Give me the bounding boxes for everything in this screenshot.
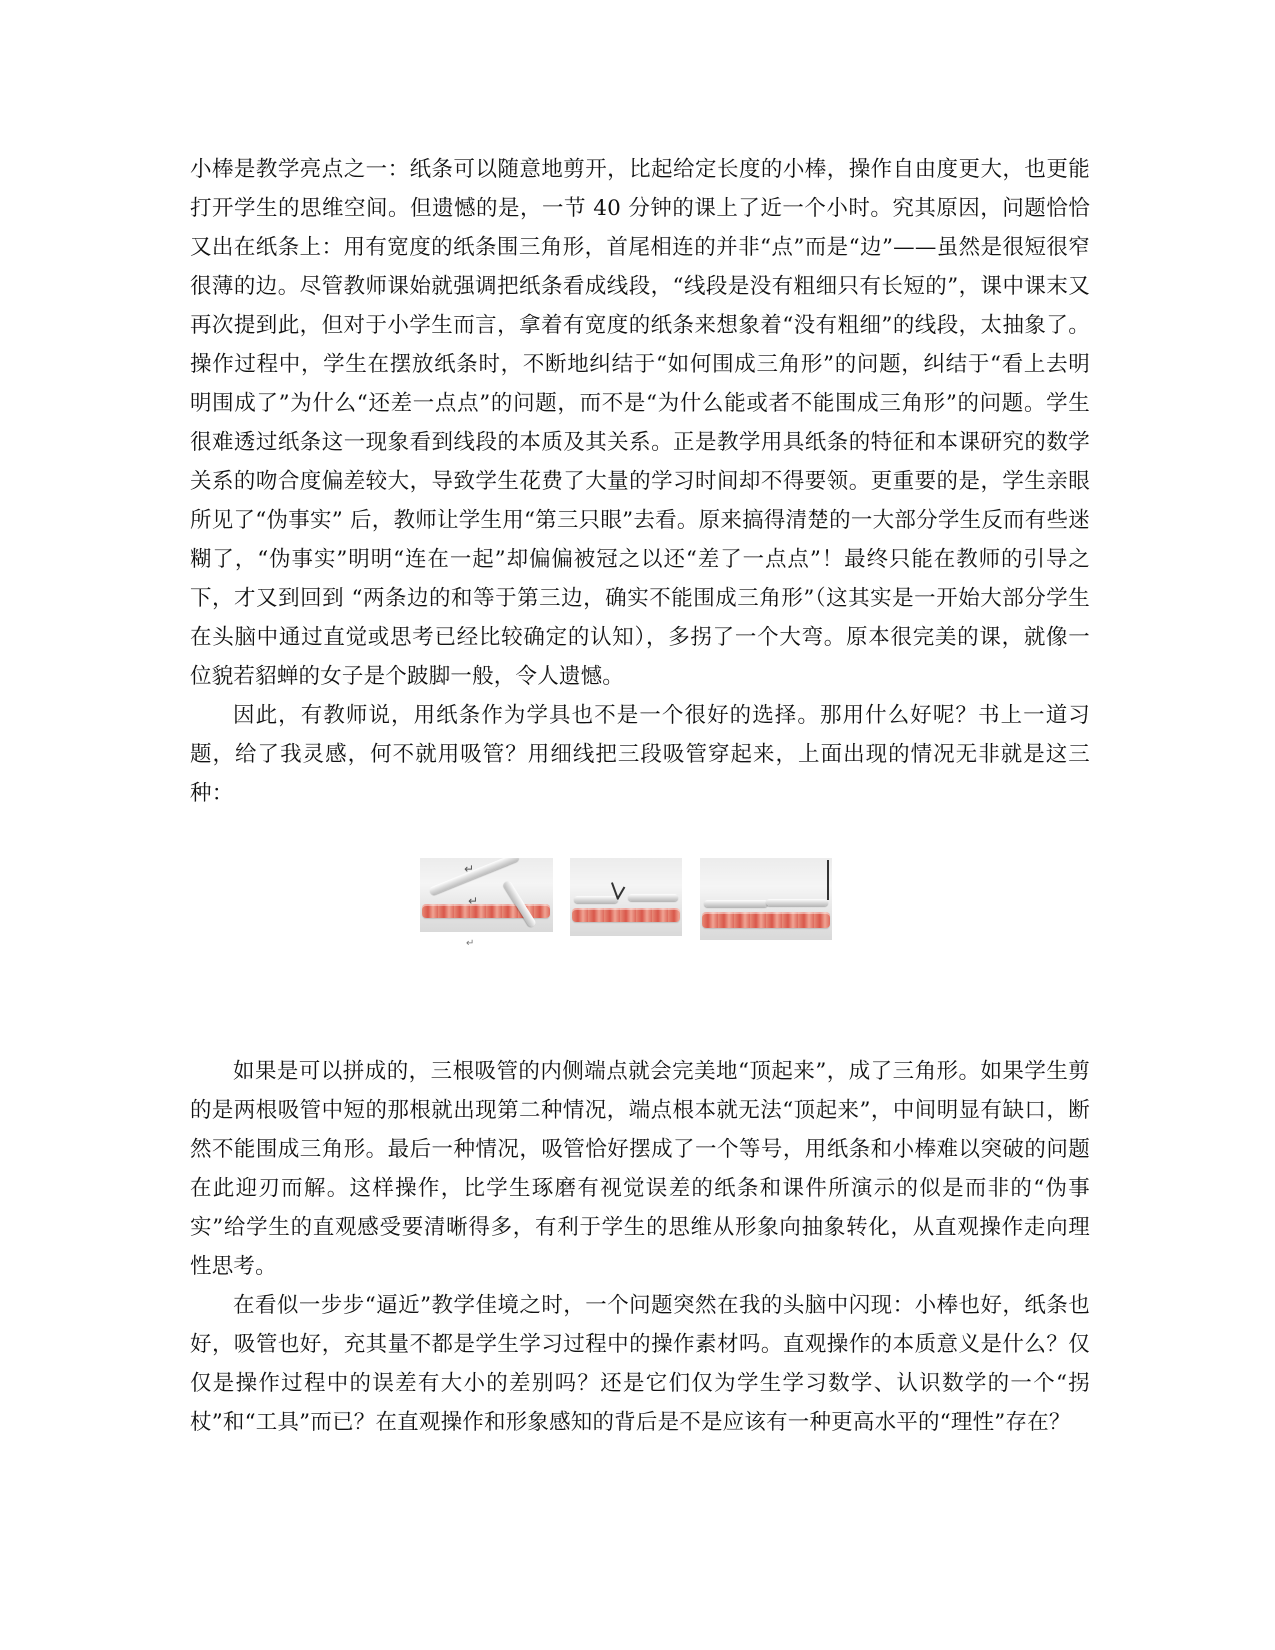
white-straw-right [766, 899, 828, 906]
bottom-text-block [190, 1052, 1090, 1442]
red-straw [572, 908, 680, 922]
white-straw-right [628, 894, 678, 901]
straw-triangle-photo [420, 858, 553, 932]
straw-flat-photo [700, 858, 832, 940]
white-straw-left [574, 896, 618, 903]
thread-end [617, 886, 626, 899]
paragraph-straw-idea: 因此，有教师说，用纸条作为学具也不是一个很好的选择。那用什么好呢？书上一道习题，给了我灵感，何不就用吸管？用细线把三段吸管穿起来，上面出现的情况无非就是这三种： [190, 703, 1090, 806]
white-straw-left [704, 900, 768, 907]
paragraph-reflection: 在看似一步步“逼近”教学佳境之时，一个问题突然在我的头脑中闪现：小棒也好，纸条也好，吸管也好，充其量不都是学生学习过程中的操作素材吗。直观操作的本质意义是什么？仅仅是操作过程中的误差有大小的差别吗？还是它们仅为学生学习数学、认识数学的一个“拐杖”和“工具”而已？在直观操作和形象感知的背后是不是应该有一种更高水平的“理性”存在？ [190, 1293, 1090, 1435]
paragraph-three-cases: 如果是可以拼成的，三根吸管的内侧端点就会完美地“顶起来”，成了三角形。如果学生剪的是两根吸管中短的那根就出现第二种情况，端点根本就无法“顶起来”，中间明显有缺口，断然不能围成三角形。最后一种情况，吸管恰好摆成了一个等号，用纸条和小棒难以突破的问题在此迎刃而解。这样操作，比学生琢磨有视觉误差的纸条和课件所演示的似是而非的“伪事实”给学生的直观感受要清晰得多，有利于学生的思维从形象向抽象转化，从直观操作走向理性思考。 [190, 1059, 1090, 1279]
return-mark-icon: ↵ [464, 862, 475, 876]
thread-end [827, 860, 829, 900]
straw-gap-photo [570, 858, 682, 936]
small-mark: ↵ [466, 938, 475, 949]
paragraph-continuation: 小棒是教学亮点之一：纸条可以随意地剪开，比起给定长度的小棒，操作自由度更大，也更能打开学生的思维空间。但遗憾的是，一节 40 分钟的课上了近一个小时。究其原因，问题恰恰又出在纸条上：用有宽度的纸条围三角形，首尾相连的并非“点”而是“边”——虽然是很短很窄很薄的边。尽管教师课始就强调把纸条看成线段，“线段是没有粗细只有长短的”，课中课末又再次提到此，但对于小学生而言，拿着有宽度的纸条来想象着“没有粗细”的线段，太抽象了。操作过程中，学生在摆放纸条时，不断地纠结于“如何围成三角形”的问题，纠结于“看上去明明围成了”为什么“还差一点点”的问题，而不是“为什么能或者不能围成三角形”的问题。学生很难透过纸条这一现象看到线段的本质及其关系。正是教学用具纸条的特征和本课研究的数学关系的吻合度偏差较大，导致学生花费了大量的学习时间却不得要领。更重要的是，学生亲眼所见了“伪事实” 后，教师让学生用“第三只眼”去看。原来搞得清楚的一大部分学生反而有些迷糊了，“伪事实”明明“连在一起”却偏偏被冠之以还“差了一点点”！最终只能在教师的引导之下，才又到回到 “两条边的和等于第三边，确实不能围成三角形”（这其实是一开始大部分学生在头脑中通过直觉或思考已经比较确定的认知），多拐了一个大弯。原本很完美的课，就像一位貌若貂蝉的女子是个跛脚一般，令人遗憾。 [190, 157, 1090, 689]
top-text-block [190, 150, 1090, 813]
red-straw [702, 912, 830, 928]
return-mark-icon: ↵ [468, 894, 479, 908]
